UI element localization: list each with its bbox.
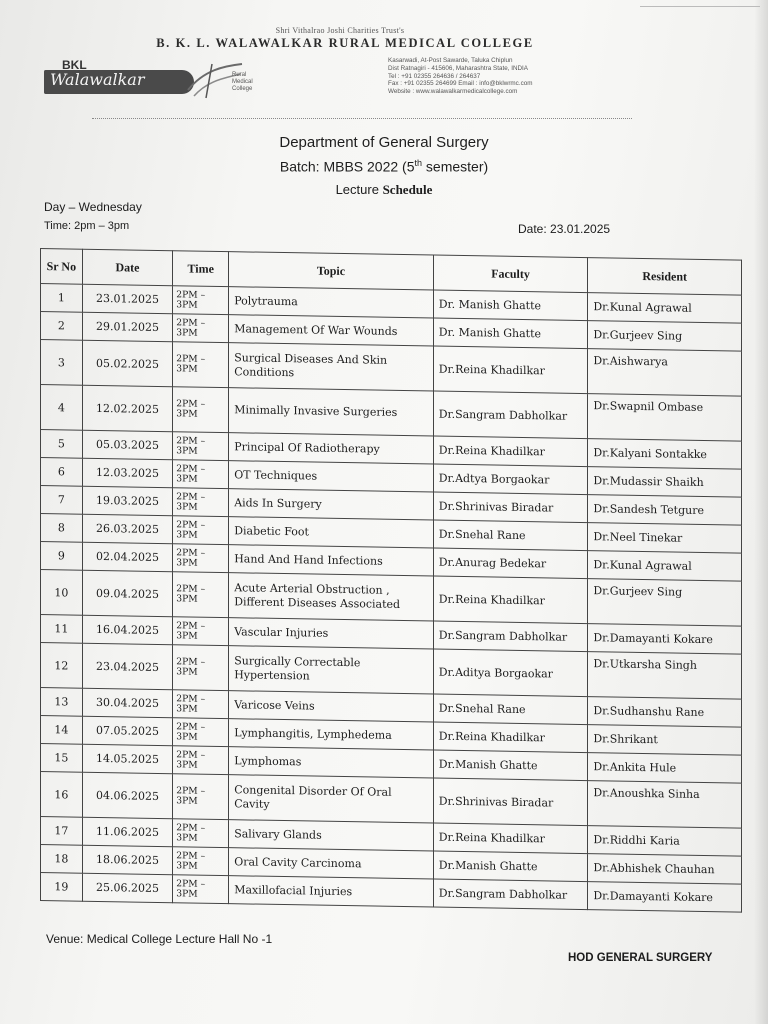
cell-faculty: Dr.Snehal Rane <box>433 694 588 725</box>
cell-resident: Dr.Damayanti Kokare <box>588 624 742 655</box>
logo-sub-line: Rural <box>232 72 247 78</box>
cell-resident: Dr.Aishwarya <box>588 349 742 397</box>
cell-sr-no: 5 <box>41 430 83 459</box>
cell-resident: Dr.Kalyani Sontakke <box>588 439 742 470</box>
cell-sr-no: 4 <box>41 385 83 431</box>
cell-faculty: Dr.Sangram Dabholkar <box>433 879 588 910</box>
cell-faculty: Dr.Reina Khadilkar <box>433 436 588 467</box>
cell-date: 29.01.2025 <box>82 312 173 342</box>
cell-time: 2PM – 3PM <box>173 746 229 775</box>
cell-date: 04.06.2025 <box>82 772 173 819</box>
cell-faculty: Dr.Manish Ghatte <box>433 750 588 781</box>
cell-sr-no: 10 <box>41 570 83 616</box>
cell-topic: Vascular Injuries <box>229 618 434 649</box>
trust-name: Shri Vithalrao Joshi Charities Trust's <box>275 26 405 35</box>
cell-date: 05.02.2025 <box>82 340 173 387</box>
hod-signature-label: HOD GENERAL SURGERY <box>568 952 713 964</box>
batch-superscript: th <box>414 158 423 168</box>
cell-time: 2PM – 3PM <box>173 847 229 876</box>
logo-sub-line: Medical <box>232 79 253 85</box>
cell-faculty: Dr.Snehal Rane <box>433 520 588 551</box>
cell-date: 23.01.2025 <box>82 284 173 314</box>
cell-faculty: Dr.Manish Ghatte <box>433 851 588 882</box>
address-line: Tel : +91 02355 264636 / 264637 <box>388 72 481 80</box>
cell-topic: Hand And Hand Infections <box>229 545 434 576</box>
cell-resident: Dr.Riddhi Karia <box>588 826 742 857</box>
cell-sr-no: 18 <box>41 845 83 874</box>
batch-suffix: semester) <box>422 158 489 175</box>
cell-topic: Acute Arterial Obstruction , Different Diseases Associated <box>229 573 434 621</box>
cell-date: 18.06.2025 <box>82 845 173 875</box>
cell-faculty: Dr.Adtya Borgaokar <box>433 464 588 495</box>
cell-date: 07.05.2025 <box>82 716 173 746</box>
cell-time: 2PM – 3PM <box>173 488 229 517</box>
cell-sr-no: 3 <box>41 340 83 386</box>
cell-topic: Congenital Disorder Of Oral Cavity <box>229 775 434 823</box>
cell-sr-no: 12 <box>41 643 83 689</box>
college-address <box>388 57 648 96</box>
schedule-table-wrapper <box>40 248 742 913</box>
cell-resident: Dr.Shrikant <box>588 725 742 756</box>
cell-topic: Varicose Veins <box>229 691 434 722</box>
schedule-title-bold: Schedule <box>382 182 433 197</box>
batch-prefix: Batch: MBBS 2022 (5 <box>279 158 415 175</box>
cell-time: 2PM – 3PM <box>173 432 229 461</box>
logo-short-text: BKL <box>62 58 87 72</box>
cell-sr-no: 8 <box>41 514 83 543</box>
cell-date: 12.02.2025 <box>82 385 173 432</box>
cell-resident: Dr.Abhishek Chauhan <box>588 854 742 885</box>
cell-topic: Polytrauma <box>229 287 434 318</box>
cell-date: 14.05.2025 <box>82 744 173 774</box>
cell-date: 05.03.2025 <box>82 430 173 460</box>
schedule-table <box>40 248 742 913</box>
cell-resident: Dr.Utkarsha Singh <box>588 652 742 700</box>
cell-time: 2PM – 3PM <box>173 617 229 646</box>
cell-faculty: Dr.Reina Khadilkar <box>433 823 588 854</box>
cell-topic: Management Of War Wounds <box>229 315 434 346</box>
cell-topic: Minimally Invasive Surgeries <box>229 388 434 436</box>
cell-faculty: Dr.Anurag Bedekar <box>433 548 588 579</box>
department-title: Department of General Surgery <box>279 134 489 151</box>
cell-topic: Aids In Surgery <box>229 489 434 520</box>
cell-topic: Oral Cavity Carcinoma <box>229 848 434 879</box>
cell-faculty: Dr. Manish Ghatte <box>433 290 588 321</box>
cell-time: 2PM – 3PM <box>173 460 229 489</box>
college-logo <box>44 56 294 102</box>
cell-time: 2PM – 3PM <box>173 516 229 545</box>
cell-date: 19.03.2025 <box>82 486 173 516</box>
cell-sr-no: 17 <box>41 817 83 846</box>
cell-faculty: Dr.Shrinivas Biradar <box>433 492 588 523</box>
address-line: Kasarwadi, At-Post Sawarde, Taluka Chiplun <box>388 57 513 64</box>
cell-sr-no: 11 <box>41 615 83 644</box>
cell-date: 09.04.2025 <box>82 570 173 617</box>
cell-topic: Salivary Glands <box>229 820 434 851</box>
cell-date: 02.04.2025 <box>82 542 173 572</box>
header-resident: Resident <box>588 258 742 296</box>
cell-resident: Dr.Kunal Agrawal <box>588 551 742 582</box>
cell-faculty: Dr.Reina Khadilkar <box>433 576 588 624</box>
header-topic: Topic <box>229 252 434 290</box>
batch-title <box>0 158 768 175</box>
cell-sr-no: 1 <box>41 284 83 313</box>
cell-time: 2PM – 3PM <box>173 690 229 719</box>
cell-sr-no: 2 <box>41 312 83 341</box>
cell-resident: Dr.Mudassir Shaikh <box>588 467 742 498</box>
day-label: Day – Wednesday <box>44 200 142 214</box>
cell-topic: Principal Of Radiotherapy <box>229 433 434 464</box>
cell-time: 2PM – 3PM <box>173 819 229 848</box>
cell-faculty: Dr.Sangram Dabholkar <box>433 391 588 439</box>
header-time: Time <box>173 251 229 287</box>
cell-time: 2PM – 3PM <box>173 572 229 618</box>
cell-time: 2PM – 3PM <box>173 286 229 315</box>
cell-faculty: Dr.Reina Khadilkar <box>433 722 588 753</box>
cell-time: 2PM – 3PM <box>173 314 229 343</box>
cell-topic: Surgically Correctable Hypertension <box>229 646 434 694</box>
cell-time: 2PM – 3PM <box>173 645 229 691</box>
time-label: Time: 2pm – 3pm <box>44 220 130 232</box>
cell-time: 2PM – 3PM <box>173 387 229 433</box>
cell-time: 2PM – 3PM <box>173 875 229 904</box>
address-line: Fax : +91 02355 264699 Email : info@bklwrmc.com <box>388 80 533 88</box>
cell-sr-no: 16 <box>41 772 83 818</box>
cell-topic: Lymphangitis, Lymphedema <box>229 719 434 750</box>
cell-sr-no: 9 <box>41 542 83 571</box>
cell-time: 2PM – 3PM <box>173 774 229 820</box>
venue-text: Venue: Medical College Lecture Hall No -1 <box>46 932 273 946</box>
cell-date: 26.03.2025 <box>82 514 173 544</box>
cell-date: 16.04.2025 <box>82 615 173 645</box>
date-label: Date: 23.01.2025 <box>518 222 611 236</box>
letterhead-divider <box>92 118 632 119</box>
table-body <box>41 284 742 913</box>
header-sr-no: Sr No <box>41 249 83 285</box>
cell-date: 30.04.2025 <box>82 688 173 718</box>
cell-sr-no: 19 <box>41 873 83 902</box>
cell-date: 11.06.2025 <box>82 817 173 847</box>
cell-date: 23.04.2025 <box>82 643 173 690</box>
cell-faculty: Dr. Manish Ghatte <box>433 318 588 349</box>
cell-resident: Dr.Neel Tinekar <box>588 523 742 554</box>
cell-time: 2PM – 3PM <box>173 718 229 747</box>
address-line: Dist Ratnagiri - 415606, Maharashtra State, INDIA <box>388 64 528 72</box>
cell-faculty: Dr.Reina Khadilkar <box>433 346 588 394</box>
schedule-title-prefix: Lecture <box>335 182 383 197</box>
cell-topic: Diabetic Foot <box>229 517 434 548</box>
cell-sr-no: 7 <box>41 486 83 515</box>
cell-time: 2PM – 3PM <box>173 342 229 388</box>
cell-resident: Dr.Kunal Agrawal <box>588 293 742 324</box>
cell-faculty: Dr.Aditya Borgaokar <box>433 649 588 697</box>
paper-tear-line <box>640 0 760 7</box>
cell-topic: Lymphomas <box>229 747 434 778</box>
cell-topic: Surgical Diseases And Skin Conditions <box>229 343 434 391</box>
cell-faculty: Dr.Sangram Dabholkar <box>433 621 588 652</box>
header-faculty: Faculty <box>433 255 588 293</box>
cell-resident: Dr.Anoushka Sinha <box>588 781 742 829</box>
cell-date: 12.03.2025 <box>82 458 173 488</box>
college-name: B. K. L. WALAWALKAR RURAL MEDICAL COLLEGE <box>156 36 534 50</box>
cell-date: 25.06.2025 <box>82 873 173 903</box>
cell-sr-no: 14 <box>41 716 83 745</box>
cell-sr-no: 13 <box>41 688 83 717</box>
cell-sr-no: 15 <box>41 744 83 773</box>
schedule-title <box>0 182 768 198</box>
cell-topic: Maxillofacial Injuries <box>229 876 434 907</box>
header-date: Date <box>82 249 173 286</box>
logo-sub-line: College <box>232 86 253 92</box>
cell-resident: Dr.Ankita Hule <box>588 753 742 784</box>
address-line: Website : www.walawalkarmedicalcollege.com <box>388 88 518 96</box>
cell-topic: OT Techniques <box>229 461 434 492</box>
cell-resident: Dr.Gurjeev Sing <box>588 579 742 627</box>
logo-subtitle <box>232 72 253 93</box>
cell-resident: Dr.Damayanti Kokare <box>588 882 742 913</box>
cell-faculty: Dr.Shrinivas Biradar <box>433 778 588 826</box>
cell-resident: Dr.Sandesh Tetgure <box>588 495 742 526</box>
cell-resident: Dr.Sudhanshu Rane <box>588 697 742 728</box>
cell-resident: Dr.Swapnil Ombase <box>588 394 742 442</box>
cell-resident: Dr.Gurjeev Sing <box>588 321 742 352</box>
cell-sr-no: 6 <box>41 458 83 487</box>
logo-script-text: Walawalkar <box>50 70 145 89</box>
cell-time: 2PM – 3PM <box>173 544 229 573</box>
paper-shadow <box>754 0 768 1024</box>
